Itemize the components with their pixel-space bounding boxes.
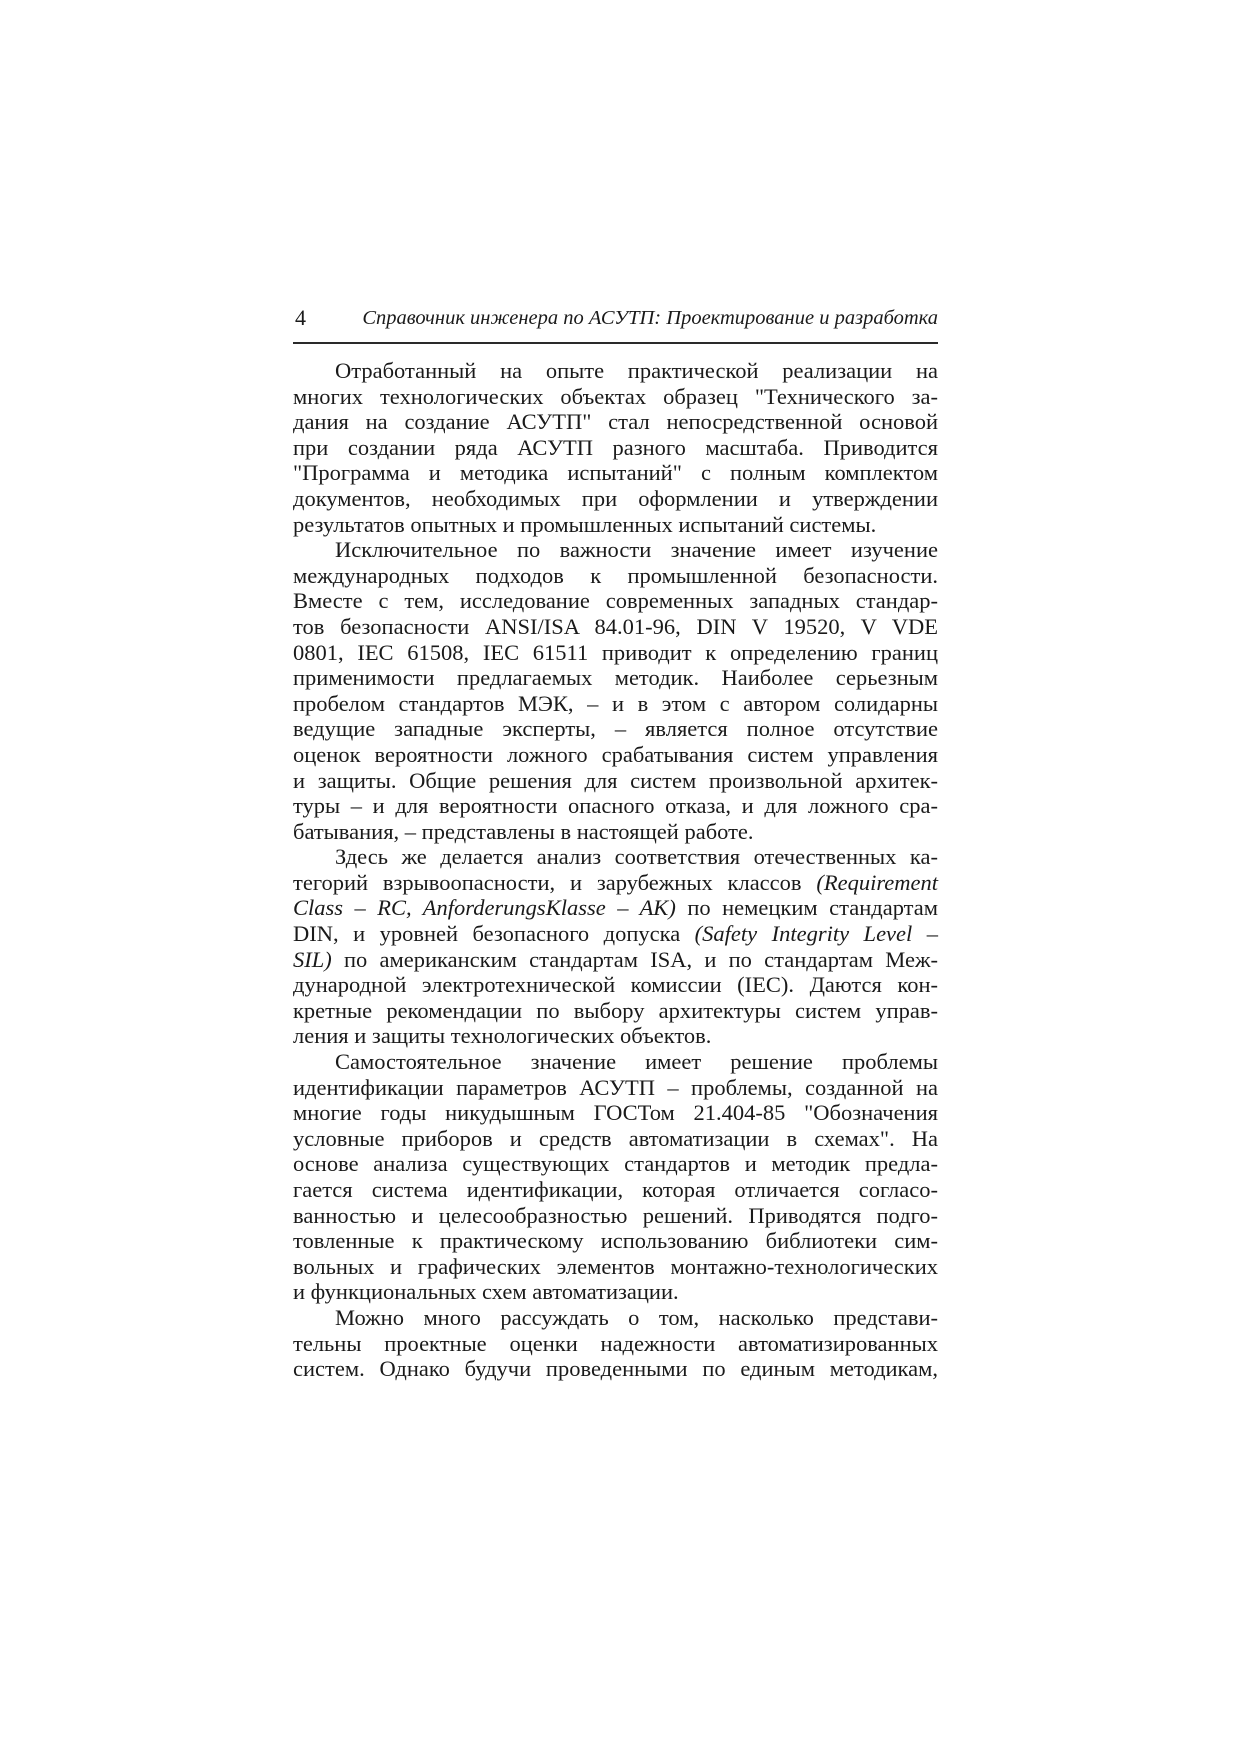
text-line [293,921,938,947]
text-line: ведущие западные эксперты, – является полное отсутствие [293,716,938,742]
text-line: международных подходов к промышленной безопасности. [293,562,938,588]
body-text [293,358,938,1382]
text-line: документов, необходимых при оформлении и утверждении [293,485,938,511]
text-line: идентификации параметров АСУТП – проблемы, созданной на [293,1074,938,1100]
text-run: DIN, и уровней безопасного допуска [293,921,695,947]
paragraph-1 [293,358,938,537]
text-line: вольных и графических элементов монтажно-технологических [293,1253,938,1279]
text-line: результатов опытных и промышленных испытаний системы. [293,511,877,537]
text-line: и защиты. Общие решения для систем произвольной архитек- [293,767,938,793]
text-line: Отработанный на опыте практической реализации на [335,358,938,383]
text-line: пробелом стандартов МЭК, – и в этом с автором солидарны [293,690,938,716]
running-title: Справочник инженера по АСУТП: Проектирование и разработка [362,307,938,329]
paragraph-5 [293,1305,938,1382]
text-line: дународной электротехнической комиссии (IEC). Даются кон- [293,972,938,998]
text-line: батывания, – представлены в настоящей работе. [293,818,754,844]
text-line [293,870,938,896]
text-line [293,947,938,973]
text-line: условные приборов и средств автоматизации в схемах". На [293,1125,938,1151]
running-head [293,300,938,344]
italic-run: SIL) [293,946,332,972]
paragraph-3 [293,844,938,1049]
text-line: Вместе с тем, исследование современных западных стандар- [293,588,938,614]
paragraph-4 [293,1049,938,1305]
text-run: тегорий взрывоопасности, и зарубежных классов [293,869,817,895]
text-line: 0801, IEC 61508, IEC 61511 приводит к определению границ [293,639,938,665]
text-line: многие годы никудышным ГОСТом 21.404-85 "Обозначения [293,1100,938,1126]
text-line: ления и защиты технологических объектов. [293,1023,712,1049]
paragraph-2 [293,537,938,844]
italic-run: (Safety Integrity Level – [694,921,939,947]
text-run: по немецким стандартам [675,895,938,921]
text-line: ванностью и целесообразностью решений. Приводятся подго- [293,1202,938,1228]
text-line: тельны проектные оценки надежности автоматизированных [293,1330,938,1356]
text-line: Можно много рассуждать о том, насколько представи- [335,1304,938,1330]
text-line: кретные рекомендации по выбору архитектуры систем управ- [293,997,938,1023]
text-line: дания на создание АСУТП" стал непосредственной основой [293,409,938,435]
text-run: по американским стандартам ISA, и по стандартам Меж- [331,946,938,972]
text-line: Самостоятельное значение имеет решение проблемы [335,1049,938,1075]
text-line: и функциональных схем автоматизации. [293,1279,679,1305]
text-line: применимости предлагаемых методик. Наиболее серьезным [293,665,938,691]
italic-run: (Requirement [816,869,938,895]
text-line: Здесь же делается анализ соответствия отечественных ка- [335,844,938,870]
text-line: "Программа и методика испытаний" с полным комплектом [293,460,938,486]
text-line [293,895,938,921]
text-line: туры – и для вероятности опасного отказа, и для ложного сра- [293,793,938,819]
text-line: основе анализа существующих стандартов и методик предла- [293,1151,938,1177]
text-line: оценок вероятности ложного срабатывания систем управления [293,741,938,767]
italic-run: Class – RC, AnforderungsKlasse – AK) [293,895,676,921]
text-line: Исключительное по важности значение имеет изучение [335,537,938,563]
text-line: многих технологических объектах образец "Технического за- [293,383,938,409]
text-line: при создании ряда АСУТП разного масштаба. Приводится [293,434,938,460]
text-line: товленные к практическому использованию библиотеки сим- [293,1228,938,1254]
page-number: 4 [295,305,306,330]
text-line: гается система идентификации, которая отличается согласо- [293,1177,938,1202]
text-line: тов безопасности ANSI/ISA 84.01-96, DIN V 19520, V VDE [293,613,938,639]
text-line: систем. Однако будучи проведенными по единым методикам, [293,1356,938,1382]
